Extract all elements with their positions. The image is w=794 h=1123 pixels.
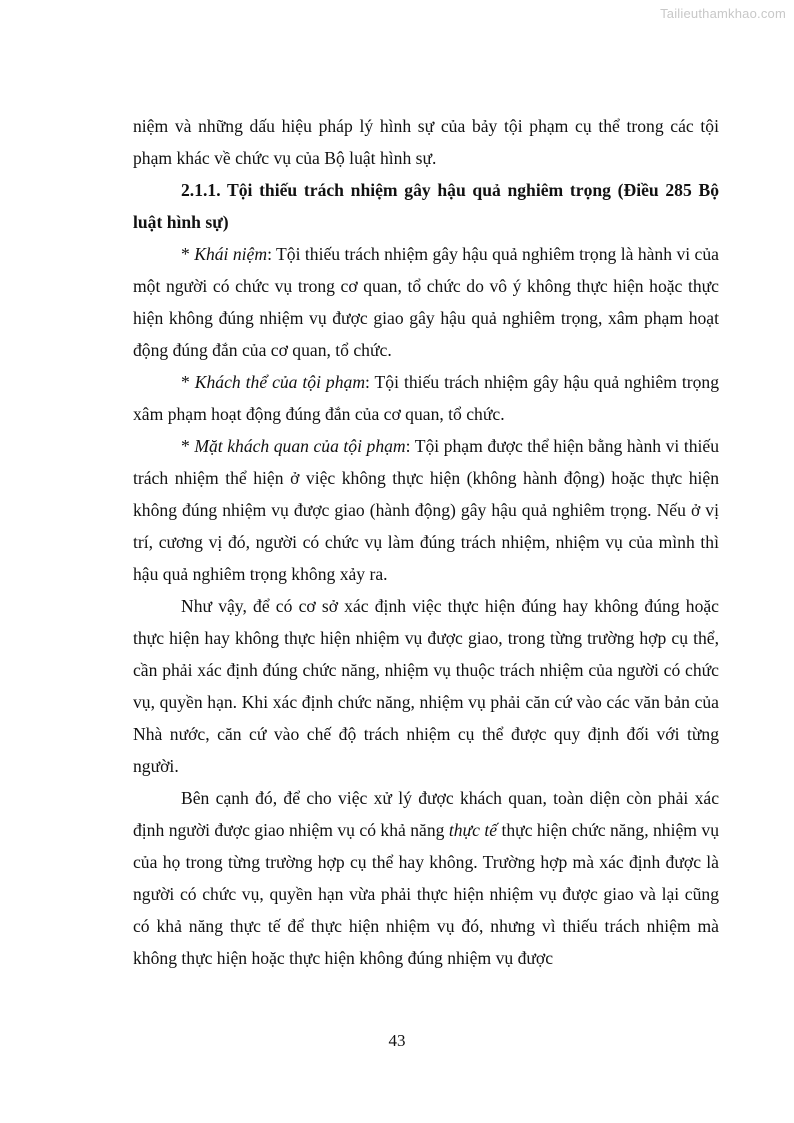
document-body (133, 110, 719, 974)
term-object: Khách thể của tội phạm (194, 372, 366, 392)
watermark: Tailieuthamkhao.com (660, 6, 786, 21)
capacity-text-after: thực hiện chức năng, nhiệm vụ của họ trong từng trường hợp cụ thể hay không. Trường hợp mà xác định được là người có chức vụ, quyền hạn vừa phải thực hiện nhiệm vụ được giao và lại cũng có khả năng thực tế để thực hiện nhiệm vụ đó, nhưng vì thiếu trách nhiệm mà không thực hiện hoặc thực hiện không đúng nhiệm vụ được (133, 820, 719, 968)
definition-text: : Tội thiếu trách nhiệm gây hậu quả nghiêm trọng là hành vi của một người có chức vụ trong cơ quan, tổ chức do vô ý không thực hiện hoặc thực hiện không đúng nhiệm vụ được giao gây hậu quả nghiêm trọng, xâm phạm hoạt động đúng đắn của cơ quan, tổ chức. (133, 244, 719, 360)
bullet-prefix: * (181, 372, 195, 392)
term-objective-aspect: Mặt khách quan của tội phạm (194, 436, 406, 456)
paragraph-capacity (133, 782, 719, 974)
term-definition: Khái niệm (194, 244, 268, 264)
objective-aspect-text: : Tội phạm được thể hiện bằng hành vi thiếu trách nhiệm thể hiện ở việc không thực hiện (không hành động) hoặc thực hiện không đúng nhiệm vụ được giao (hành động) gây hậu quả nghiêm trọng. Nếu ở vị trí, cương vị đó, người có chức vụ làm đúng trách nhiệm, nhiệm vụ của mình thì hậu quả nghiêm trọng không xảy ra. (133, 436, 720, 584)
bullet-prefix: * (181, 244, 195, 264)
capacity-text-before: Bên cạnh đó, để cho việc xử lý được khách quan, toàn diện còn phải xác định người được giao nhiệm vụ có khả năng (133, 788, 719, 840)
section-heading: 2.1.1. Tội thiếu trách nhiệm gây hậu quả nghiêm trọng (Điều 285 Bộ luật hình sự) (133, 180, 719, 232)
paragraph-objective-aspect (133, 430, 719, 590)
emphasis-actual: thực tế (448, 820, 498, 840)
page-number: 43 (388, 1031, 406, 1050)
paragraph-definition (133, 238, 719, 366)
bullet-prefix: * (181, 436, 195, 456)
object-text: : Tội thiếu trách nhiệm gây hậu quả nghiêm trọng xâm phạm hoạt động đúng đắn của cơ quan, tổ chức. (133, 372, 719, 424)
paragraph-continuation: niệm và những dấu hiệu pháp lý hình sự của bảy tội phạm cụ thể trong các tội phạm khác về chức vụ của Bộ luật hình sự. (133, 116, 719, 168)
paragraph-determination: Như vậy, để có cơ sở xác định việc thực hiện đúng hay không đúng hoặc thực hiện hay không thực hiện nhiệm vụ được giao, trong từng trường hợp cụ thể, cần phải xác định đúng chức năng, nhiệm vụ thuộc trách nhiệm của người có chức vụ, quyền hạn. Khi xác định chức năng, nhiệm vụ phải căn cứ vào các văn bản của Nhà nước, căn cứ vào chế độ trách nhiệm cụ thể được quy định đối với từng người. (133, 596, 719, 776)
paragraph-object (133, 366, 719, 430)
